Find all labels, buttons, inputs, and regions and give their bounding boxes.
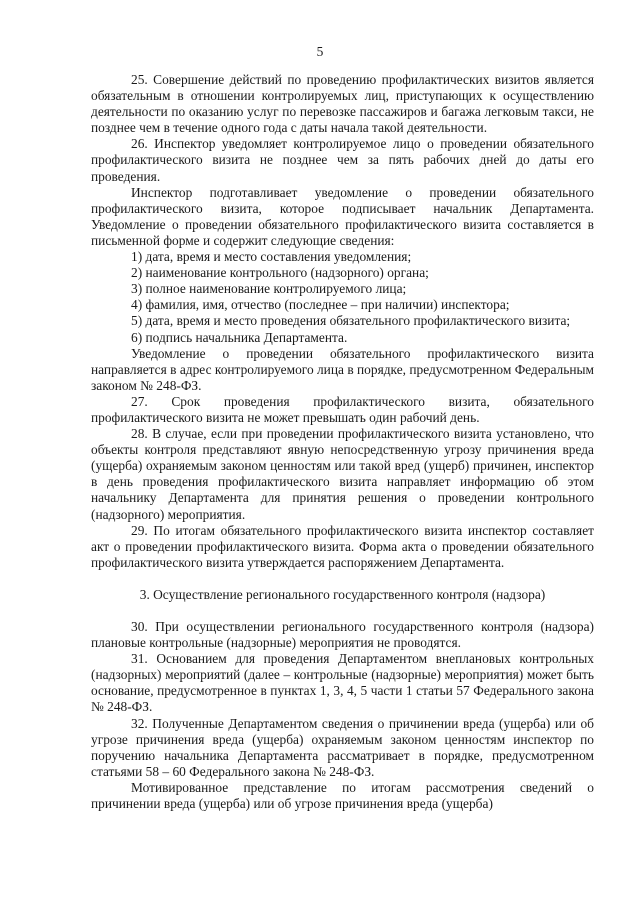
paragraph-26: 26. Инспектор уведомляет контролируемое лицо о проведении обязательного профилактического визита не позднее чем за пять рабочих дней до даты его проведения. — [91, 136, 594, 184]
paragraph-30: 30. При осуществлении регионального государственного контроля (надзора) плановые контрольные (надзорные) мероприятия не проводятся. — [91, 619, 594, 651]
list-item: 1) дата, время и место составления уведомления; — [131, 249, 412, 265]
list-item: 3) полное наименование контролируемого лица; — [131, 281, 407, 297]
paragraph-notice: Инспектор подготавливает уведомление о проведении обязательного профилактического визита, которое подписывает начальник Департамента. Уведомление о проведении обязательного профилактического визита составляется в письменной форме и содержит следующие сведения: — [91, 184, 594, 248]
paragraph-25: 25. Совершение действий по проведению профилактических визитов является обязательным в отношении контролируемых лиц, приступающих к осуществлению деятельности по оказанию услуг по перевозке пассажиров и багажа легковым такси, не позднее чем в течение одного года с даты начала такой деятельности. — [91, 72, 594, 136]
paragraph-31: 31. Основанием для проведения Департаментом внеплановых контрольных (надзорных) мероприятий (далее – контрольные (надзорные) мероприятия) может быть основание, предусмотренное в пунктах 1, 3, 4, 5 части 1 статьи 57 Федерального закона № 248-ФЗ. — [91, 651, 594, 715]
list-item: 4) фамилия, имя, отчество (последнее – при наличии) инспектора; — [131, 297, 510, 313]
paragraph-29: 29. По итогам обязательного профилактического визита инспектор составляет акт о проведении профилактического визита. Форма акта о проведении обязательного профилактического визита утверждается распоряжением Департамента. — [91, 522, 594, 570]
paragraph-notice-sending: Уведомление о проведении обязательного профилактического визита направляется в адрес контролируемого лица в порядке, предусмотренном Федеральным законом № 248-ФЗ. — [91, 345, 594, 393]
spacer — [91, 571, 594, 587]
paragraph-28: 28. В случае, если при проведении профилактического визита установлено, что объекты контроля представляют явную непосредственную угрозу причинения вреда (ущерба) охраняемым законом ценностям или такой вред (ущерб) причинен, инспектор в день проведения профилактического визита направляет информацию об этом начальнику Департамента для принятия решения о проведении контрольного (надзорного) мероприятия. — [91, 426, 594, 522]
paragraph-motivated-submission: Мотивированное представление по итогам рассмотрения сведений о причинении вреда (ущерба) или об угрозе причинения вреда (ущерба) — [91, 779, 594, 812]
paragraph-32: 32. Полученные Департаментом сведения о причинении вреда (ущерба) или об угрозе причинения вреда (ущерба) охраняемым законом ценностям инспектор по поручению начальника Департамента рассматривает в порядке, предусмотренном статьями 58 – 60 Федерального закона № 248-ФЗ. — [91, 715, 594, 779]
section-heading: 3. Осуществление регионального государственного контроля (надзора) — [139, 586, 546, 602]
page-number: 5 — [316, 44, 324, 59]
document-body — [91, 72, 594, 812]
list-item: 5) дата, время и место проведения обязательного профилактического визита; — [131, 313, 571, 329]
list-item: 2) наименование контрольного (надзорного) органа; — [131, 265, 429, 281]
list-item: 6) подпись начальника Департамента. — [131, 329, 348, 345]
spacer — [91, 603, 594, 619]
paragraph-27: 27. Срок проведения профилактического визита, обязательного профилактического визита не может превышать один рабочий день. — [91, 393, 594, 425]
